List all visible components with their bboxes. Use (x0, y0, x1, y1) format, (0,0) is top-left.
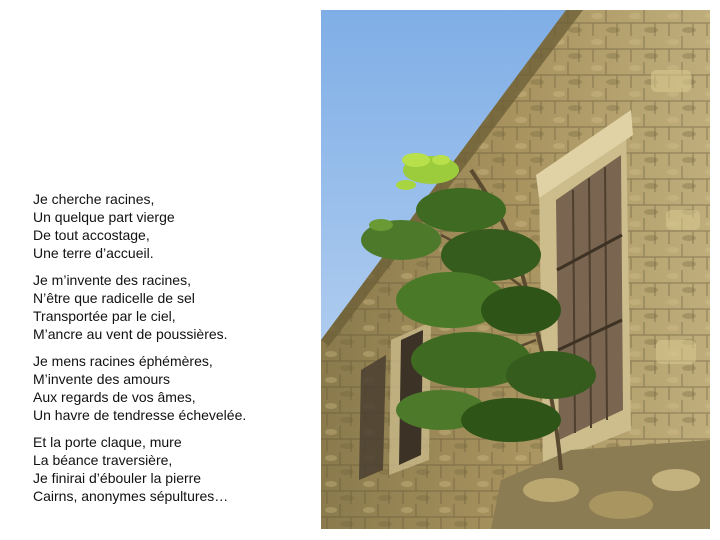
poem-line: Transportée par le ciel, (33, 308, 176, 324)
poem-line: Un havre de tendresse échevelée. (33, 407, 247, 423)
stanza-4 (33, 433, 313, 505)
stanza-3 (33, 352, 313, 424)
poem-line: Je m’invente des racines, (33, 272, 191, 288)
poem-line: La béance traversière, (33, 452, 173, 468)
poem-line: Cairns, anonymes sépultures… (33, 488, 229, 504)
photo-illustration (321, 10, 710, 529)
rubble-stone (589, 491, 653, 519)
poem-line: Un quelque part vierge (33, 209, 175, 225)
poem-line: Aux regards de vos âmes, (33, 389, 196, 405)
wall-highlight (656, 340, 696, 364)
poem-line: M’invente des amours (33, 371, 170, 387)
poem-line: M’ancre au vent de poussières. (33, 326, 228, 342)
stanza-1 (33, 190, 313, 262)
poem-line: Je cherche racines, (33, 191, 155, 207)
lower-window-left (359, 355, 386, 480)
poem-line: Et la porte claque, mure (33, 434, 182, 450)
photo-stone-wall-with-tree (321, 10, 710, 529)
poem-line: Je mens racines éphémères, (33, 353, 213, 369)
wall-highlight (666, 210, 700, 230)
poem-line: De tout accostage, (33, 227, 150, 243)
stanza-2 (33, 271, 313, 343)
rubble-stone (652, 469, 700, 491)
poem-text (33, 190, 313, 514)
poem-line: Une terre d’accueil. (33, 245, 154, 261)
poem-line: N’être que radicelle de sel (33, 290, 195, 306)
wall-highlight (651, 70, 691, 92)
poem-line: Je finirai d’ébouler la pierre (33, 470, 202, 486)
rubble-stone (523, 478, 579, 502)
